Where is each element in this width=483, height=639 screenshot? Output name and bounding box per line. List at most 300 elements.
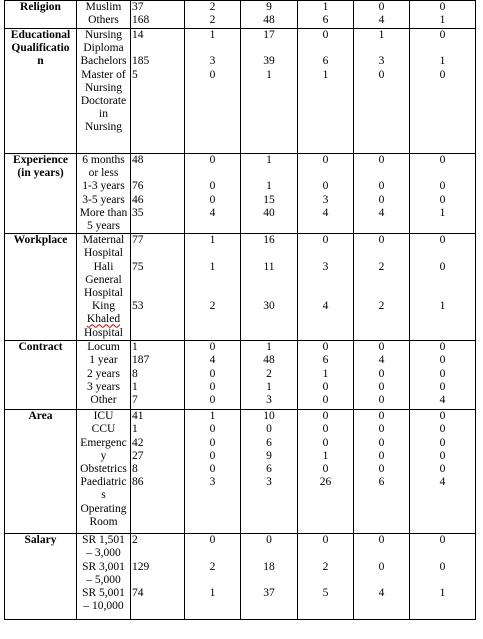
category-text-line: Educational (10, 29, 71, 41)
value-text: 0 (209, 423, 216, 436)
subcategory-text-line: King (92, 300, 115, 313)
value-text (242, 247, 296, 260)
category-text: Contract (18, 341, 63, 354)
value-text: 4 (378, 206, 385, 219)
value-text: 1 (266, 380, 272, 393)
value-text: 10 (263, 410, 275, 423)
category-text: Religion (20, 1, 61, 13)
value-text: 185 (132, 55, 150, 68)
value-text: 4 (322, 206, 329, 219)
value-text (242, 547, 296, 560)
value-text: 0 (378, 193, 385, 206)
value-text: 77 (132, 234, 144, 247)
value-text: 0 (378, 534, 385, 547)
subcategory-text-line: More than (79, 206, 128, 219)
value-text: 0 (209, 394, 216, 407)
value-cell-col-3 (241, 29, 298, 154)
subcategory-cell (77, 29, 131, 154)
value-text (411, 574, 474, 587)
value-text: 40 (263, 206, 275, 219)
value-text: 37 (132, 1, 144, 13)
value-cell-col-6 (410, 341, 476, 410)
value-text: 0 (439, 367, 446, 380)
value-text: 0 (322, 154, 329, 166)
value-text: 46 (132, 193, 144, 206)
value-text: 1 (439, 206, 446, 219)
value-text: 1 (266, 68, 272, 81)
value-text (132, 247, 183, 260)
subcategory-text-line: Bachelors (80, 55, 127, 68)
value-text: 76 (132, 180, 144, 193)
subcategory-text-line: Diploma (83, 42, 124, 55)
row-category-label (5, 410, 77, 534)
value-text: 0 (266, 423, 272, 436)
value-text (299, 574, 352, 587)
value-text: 0 (439, 410, 446, 423)
subcategory-text-line: Hospital (84, 247, 123, 260)
value-text: 17 (263, 29, 275, 41)
value-text: 1 (439, 300, 446, 313)
value-text: 0 (378, 410, 385, 423)
value-cell-col-5 (354, 154, 410, 234)
value-cell-col-3 (241, 341, 298, 410)
value-text (411, 42, 474, 55)
value-text: 4 (378, 14, 385, 27)
value-text: 0 (322, 436, 329, 449)
subcategory-text-line: SR 5,001 (82, 587, 125, 600)
value-text: 3 (209, 55, 216, 68)
value-text: 1 (266, 341, 272, 354)
value-text (186, 287, 239, 300)
subcategory-text-line: in (99, 108, 108, 121)
value-cell-col-5 (354, 534, 410, 620)
value-text: 0 (439, 423, 446, 436)
subcategory-text-line: Paediatric (80, 476, 127, 489)
value-text: 15 (263, 193, 275, 206)
value-text (299, 247, 352, 260)
value-text: 0 (439, 29, 446, 41)
value-text (355, 247, 408, 260)
value-text: 0 (439, 449, 446, 462)
value-text: 1 (322, 367, 329, 380)
value-text: 3 (378, 55, 385, 68)
value-text: 0 (439, 354, 446, 367)
table-row (5, 410, 476, 534)
value-text: 6 (266, 436, 272, 449)
value-text: 6 (266, 463, 272, 476)
value-text: 0 (378, 394, 385, 407)
value-text: 9 (266, 1, 272, 13)
value-text: 0 (209, 180, 216, 193)
value-text: 0 (209, 154, 216, 166)
value-text: 1 (266, 180, 272, 193)
value-text (132, 287, 183, 300)
value-cell-col-2 (185, 341, 241, 410)
row-category-label (5, 341, 77, 410)
value-text: 74 (132, 587, 144, 599)
subcategory-cell (77, 1, 131, 29)
value-text: 0 (378, 423, 385, 436)
value-cell-col-3 (241, 234, 298, 341)
value-text: 1 (209, 29, 216, 41)
value-text: 3 (322, 260, 329, 273)
row-category-label (5, 534, 77, 620)
value-cell-col-5 (354, 341, 410, 410)
value-text (132, 274, 183, 287)
subcategory-text-line: General (85, 273, 122, 286)
value-text: 0 (378, 180, 385, 193)
value-text: 0 (209, 380, 216, 393)
value-text: 0 (378, 380, 385, 393)
subcategory-cell (77, 534, 131, 620)
value-text (242, 167, 296, 180)
value-text (186, 547, 239, 560)
value-cell-col-3 (241, 534, 298, 620)
value-text: 3 (266, 476, 272, 489)
value-text: 0 (322, 394, 329, 407)
value-cell-col-1 (131, 154, 185, 234)
value-cell-col-4 (298, 234, 354, 341)
value-text: 30 (263, 300, 275, 313)
value-cell-col-1 (131, 1, 185, 29)
value-text: 4 (439, 476, 446, 489)
value-text: 1 (209, 410, 216, 423)
row-category-label (5, 154, 77, 234)
value-text: 0 (322, 534, 329, 547)
table-row (5, 154, 476, 234)
value-text: 4 (378, 354, 385, 367)
value-text: 1 (132, 423, 138, 436)
value-text: 0 (439, 260, 446, 273)
value-text: 0 (209, 193, 216, 206)
value-text: 0 (322, 380, 329, 393)
value-text: 0 (322, 410, 329, 423)
value-text (411, 247, 474, 260)
value-text: 2 (322, 560, 329, 573)
value-text (355, 287, 408, 300)
value-text: 0 (439, 534, 446, 547)
value-text (355, 274, 408, 287)
table-row (5, 534, 476, 620)
value-text (299, 42, 352, 55)
value-text: 1 (209, 234, 216, 247)
value-cell-col-1 (131, 341, 185, 410)
demographics-table-wrapper (4, 0, 476, 620)
value-text: 0 (439, 436, 446, 449)
value-text: 1 (132, 380, 138, 393)
value-text: 6 (322, 14, 329, 27)
value-text: 168 (132, 14, 150, 27)
value-text: 7 (132, 394, 138, 407)
value-cell-col-4 (298, 154, 354, 234)
subcategory-text-line: Doctorate (80, 95, 127, 108)
value-text: 0 (322, 341, 329, 354)
value-text (186, 167, 239, 180)
value-text: 0 (439, 234, 446, 247)
value-text: 1 (439, 587, 446, 599)
value-text: 1 (322, 449, 329, 462)
subcategory-text-line: Nursing (84, 81, 123, 94)
subcategory-text-line: 2 years (87, 367, 120, 380)
value-text (132, 547, 183, 560)
value-cell-col-6 (410, 410, 476, 534)
value-text: 3 (322, 193, 329, 206)
subcategory-text-line: – 3,000 (86, 547, 121, 560)
value-text: 6 (322, 354, 329, 367)
value-cell-col-4 (298, 410, 354, 534)
value-text: 2 (132, 534, 138, 547)
value-text: 0 (378, 341, 385, 354)
value-text: 0 (439, 68, 446, 81)
category-text-line: Qualificatio (11, 42, 70, 55)
subcategory-cell (77, 154, 131, 234)
category-text-line: n (37, 55, 44, 68)
subcategory-text-line: Khaled (86, 313, 121, 326)
value-text: 1 (209, 260, 216, 273)
value-cell-col-1 (131, 534, 185, 620)
value-text: 0 (209, 367, 216, 380)
value-text: 4 (378, 587, 385, 599)
value-text: 0 (378, 367, 385, 380)
value-text: 39 (263, 55, 275, 68)
category-text: Workplace (13, 234, 68, 247)
value-text (411, 167, 474, 180)
value-cell-col-6 (410, 234, 476, 341)
value-cell-col-4 (298, 534, 354, 620)
value-text: 6 (322, 55, 329, 68)
value-text: 0 (439, 180, 446, 193)
value-text (186, 42, 239, 55)
subcategory-text-line: or less (88, 167, 119, 180)
subcategory-text-line: Operating (80, 502, 127, 515)
value-text: 16 (263, 234, 275, 247)
value-text: 9 (266, 449, 272, 462)
value-text: 0 (439, 154, 446, 166)
value-text (299, 274, 352, 287)
value-text (132, 42, 183, 55)
value-text: 0 (378, 436, 385, 449)
value-text: 0 (209, 436, 216, 449)
value-cell-col-6 (410, 29, 476, 154)
subcategory-text-line: Hali (93, 260, 114, 273)
subcategory-text-line: – 10,000 (83, 600, 124, 613)
value-cell-col-5 (354, 410, 410, 534)
value-text: 0 (439, 560, 446, 573)
demographics-table (4, 0, 476, 620)
value-text: 0 (322, 463, 329, 476)
subcategory-text-line: Other (90, 394, 117, 407)
row-category-label (5, 234, 77, 341)
subcategory-text-line: Master of (81, 68, 126, 81)
value-cell-col-4 (298, 29, 354, 154)
value-text (411, 547, 474, 560)
value-text: 1 (132, 341, 138, 354)
value-text (299, 167, 352, 180)
value-text: 0 (378, 154, 385, 166)
subcategory-text-line: 1 year (89, 354, 118, 367)
value-cell-col-4 (298, 1, 354, 29)
subcategory-text-line: 3-5 years (82, 193, 125, 206)
value-text: 2 (378, 260, 385, 273)
value-cell-col-2 (185, 1, 241, 29)
value-text: 0 (378, 68, 385, 81)
value-text: 42 (132, 436, 144, 449)
table-row (5, 1, 476, 29)
value-text: 18 (263, 560, 275, 573)
value-text: 3 (209, 476, 216, 489)
value-text: 48 (132, 154, 144, 166)
value-text: 5 (322, 587, 329, 599)
value-cell-col-2 (185, 234, 241, 341)
value-text: 2 (266, 367, 272, 380)
subcategory-text-line: Locum (87, 341, 120, 354)
value-text (355, 42, 408, 55)
value-text: 2 (209, 14, 216, 27)
value-cell-col-6 (410, 534, 476, 620)
value-text: 0 (439, 341, 446, 354)
subcategory-text-line: 6 months (82, 154, 125, 166)
value-text: 48 (263, 354, 275, 367)
value-text: 5 (132, 68, 138, 81)
subcategory-text-line: SR 1,501 (82, 534, 125, 547)
value-cell-col-4 (298, 341, 354, 410)
value-cell-col-5 (354, 1, 410, 29)
value-text (355, 167, 408, 180)
value-text: 2 (209, 560, 216, 573)
subcategory-text-line: Obstetrics (80, 463, 127, 476)
subcategory-cell (77, 234, 131, 341)
subcategory-text-line: – 5,000 (86, 573, 121, 586)
value-cell-col-3 (241, 1, 298, 29)
value-text: 4 (322, 300, 329, 313)
value-cell-col-2 (185, 534, 241, 620)
subcategory-text-line: Emergenc (80, 436, 127, 449)
value-text: 53 (132, 300, 144, 313)
value-text: 4 (439, 394, 446, 407)
value-cell-col-5 (354, 234, 410, 341)
table-row (5, 234, 476, 341)
value-text: 0 (378, 234, 385, 247)
subcategory-text-line: s (101, 489, 106, 502)
value-text: 129 (132, 560, 150, 573)
value-text: 0 (322, 29, 329, 41)
subcategory-text-line: SR 3,001 (82, 560, 125, 573)
value-text (242, 287, 296, 300)
value-text: 0 (378, 463, 385, 476)
value-text (411, 287, 474, 300)
subcategory-text-line: Nursing (84, 121, 123, 134)
value-text: 0 (439, 193, 446, 206)
value-text: 0 (439, 380, 446, 393)
value-text: 3 (266, 394, 272, 407)
value-text (355, 574, 408, 587)
value-text: 6 (378, 476, 385, 489)
subcategory-text-line: Nursing (84, 29, 123, 41)
value-text: 37 (263, 587, 275, 599)
value-text: 86 (132, 476, 144, 489)
value-text: 11 (263, 260, 275, 273)
value-text: 0 (378, 449, 385, 462)
value-text: 0 (209, 534, 216, 547)
value-text (132, 167, 183, 180)
value-cell-col-3 (241, 410, 298, 534)
row-category-label (5, 29, 77, 154)
value-text: 8 (132, 367, 138, 380)
value-text: 4 (209, 354, 216, 367)
subcategory-text-line: Room (89, 515, 118, 528)
value-cell-col-1 (131, 29, 185, 154)
value-text: 1 (266, 154, 272, 166)
subcategory-text-line: CCU (91, 423, 116, 436)
value-text (299, 547, 352, 560)
value-text (355, 547, 408, 560)
value-text: 0 (378, 560, 385, 573)
subcategory-text-line: Hospital (84, 326, 123, 339)
value-cell-col-6 (410, 1, 476, 29)
value-text: 0 (322, 234, 329, 247)
value-cell-col-2 (185, 154, 241, 234)
value-text: 14 (132, 29, 144, 41)
category-text: Salary (24, 534, 57, 547)
value-text: 1 (209, 587, 216, 599)
value-text: 0 (322, 180, 329, 193)
value-text: 35 (132, 206, 144, 219)
value-text: 0 (322, 423, 329, 436)
value-text (186, 274, 239, 287)
value-text: 0 (378, 1, 385, 13)
value-text: 2 (209, 300, 216, 313)
subcategory-cell (77, 341, 131, 410)
value-text (186, 574, 239, 587)
value-text (299, 287, 352, 300)
value-text: 26 (319, 476, 332, 489)
value-text (411, 274, 474, 287)
value-text: 1 (378, 29, 385, 41)
value-text: 187 (132, 354, 150, 367)
category-text-line: (in years) (17, 167, 64, 180)
subcategory-text: Others (88, 14, 119, 27)
subcategory-text-line: y (100, 449, 107, 462)
value-text: 0 (439, 1, 446, 13)
value-text: 1 (322, 1, 329, 13)
value-cell-col-2 (185, 29, 241, 154)
category-text-line: Experience (13, 154, 68, 166)
value-cell-col-1 (131, 410, 185, 534)
value-text: 8 (132, 463, 138, 476)
subcategory-text-line: Hospital (84, 287, 123, 300)
subcategory-text-line: 1-3 years (82, 180, 125, 193)
value-text: 27 (132, 449, 144, 462)
subcategory-text-line: Maternal (82, 234, 125, 247)
value-text: 41 (132, 410, 144, 423)
subcategory-cell (77, 410, 131, 534)
table-row (5, 29, 476, 154)
value-text (242, 274, 296, 287)
value-text (242, 42, 296, 55)
value-cell-col-3 (241, 154, 298, 234)
value-text: 1 (322, 68, 329, 81)
value-cell-col-5 (354, 29, 410, 154)
row-category-label (5, 1, 77, 29)
value-text: 0 (209, 68, 216, 81)
value-text (242, 574, 296, 587)
value-text: 0 (209, 341, 216, 354)
value-text: 2 (209, 1, 216, 13)
subcategory-text-line: 3 years (87, 380, 120, 393)
table-row (5, 341, 476, 410)
value-text: 4 (209, 206, 216, 219)
value-text: 0 (209, 463, 216, 476)
